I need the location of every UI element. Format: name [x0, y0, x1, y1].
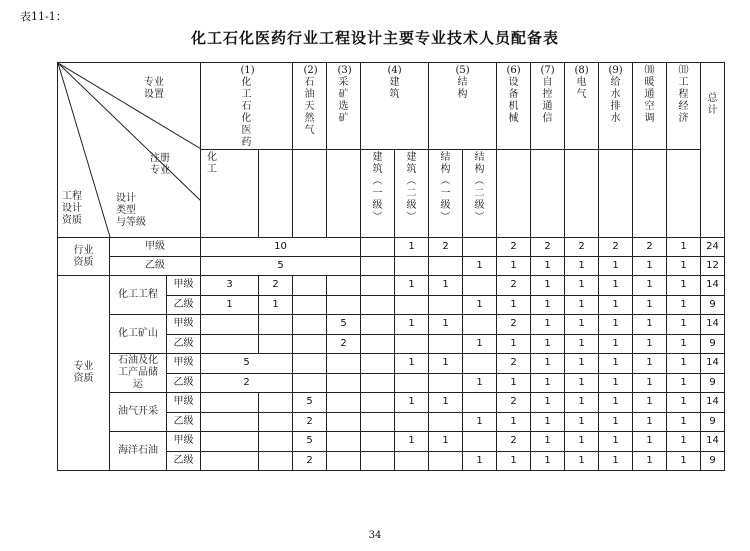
design-type-label: 石油及化 工产品储 运 — [110, 354, 167, 393]
table-cell: 1 — [429, 354, 463, 374]
table-cell: 1 — [531, 451, 565, 471]
col-header-economics: ⑾ 工 程 经 济 — [667, 63, 701, 150]
table-cell — [361, 238, 395, 257]
table-cell: 5 — [327, 315, 361, 335]
table-cell: 1 — [565, 412, 599, 432]
table-cell — [201, 451, 259, 471]
table-cell — [293, 334, 327, 354]
page-number: 34 — [368, 530, 382, 541]
table-cell — [327, 295, 361, 315]
reg-str-2: 结 构 ︵ 二 级 ︶ — [463, 150, 497, 238]
grade-label: 甲级 — [167, 354, 201, 374]
table-cell: 2 — [259, 276, 293, 296]
reg-arch-1: 建 筑 ︵ 一 级 ︶ — [361, 150, 395, 238]
corner-label-design-type: 设计 类型 与等级 — [116, 193, 146, 228]
col-header-water: (9) 给 水 排 水 — [599, 63, 633, 150]
table-cell — [327, 393, 361, 413]
table-cell — [361, 276, 395, 296]
table-cell: 1 — [633, 412, 667, 432]
corner-label-qualification: 工程 设计 资质 — [62, 191, 82, 226]
table-cell: 1 — [599, 276, 633, 296]
table-cell — [293, 295, 327, 315]
table-cell — [361, 295, 395, 315]
table-cell: 1 — [463, 451, 497, 471]
table-cell: 5 — [201, 354, 293, 374]
table-cell: 1 — [633, 451, 667, 471]
table-cell — [259, 315, 293, 335]
reg-blank — [531, 150, 565, 238]
table-cell — [463, 238, 497, 257]
table-cell — [361, 451, 395, 471]
corner-label-registered: 注册 专业 — [150, 153, 170, 176]
table-cell: 1 — [201, 295, 259, 315]
grade-label: 乙级 — [167, 334, 201, 354]
table-cell: 2 — [201, 373, 293, 393]
table-cell: 1 — [633, 276, 667, 296]
table-cell: 1 — [599, 257, 633, 276]
table-cell: 2 — [293, 451, 327, 471]
table-cell — [361, 412, 395, 432]
grade-label: 甲级 — [167, 276, 201, 296]
table-cell — [395, 257, 429, 276]
grade-label: 乙级 — [167, 412, 201, 432]
table-cell: 12 — [701, 257, 725, 276]
table-cell — [293, 373, 327, 393]
table-row — [58, 354, 725, 374]
reg-blank — [293, 150, 327, 238]
table-cell: 9 — [701, 373, 725, 393]
table-cell: 2 — [531, 238, 565, 257]
reg-blank — [565, 150, 599, 238]
table-cell — [327, 451, 361, 471]
table-cell: 2 — [497, 276, 531, 296]
table-cell — [327, 276, 361, 296]
table-row — [58, 432, 725, 452]
grade-label: 乙级 — [167, 295, 201, 315]
table-cell: 14 — [701, 354, 725, 374]
table-cell: 1 — [599, 393, 633, 413]
reg-str-1: 结 构 ︵ 一 级 ︶ — [429, 150, 463, 238]
table-cell — [201, 432, 259, 452]
table-cell — [259, 412, 293, 432]
reg-blank — [599, 150, 633, 238]
table-cell: 1 — [531, 334, 565, 354]
grade-label: 乙级 — [110, 257, 201, 276]
table-cell: 10 — [201, 238, 361, 257]
table-cell: 1 — [259, 295, 293, 315]
table-cell: 1 — [599, 354, 633, 374]
table-cell — [293, 354, 327, 374]
table-cell: 14 — [701, 315, 725, 335]
table-cell: 5 — [201, 257, 361, 276]
table-cell: 1 — [667, 412, 701, 432]
reg-blank — [633, 150, 667, 238]
table-cell: 1 — [633, 373, 667, 393]
grade-label: 甲级 — [167, 393, 201, 413]
reg-blank — [667, 150, 701, 238]
table-cell: 1 — [599, 432, 633, 452]
table-cell — [327, 373, 361, 393]
table-cell — [463, 315, 497, 335]
table-cell: 1 — [497, 451, 531, 471]
table-caption: 表11-1： — [20, 10, 67, 23]
table-cell: 1 — [565, 393, 599, 413]
col-header-architecture: (4) 建 筑 — [361, 63, 429, 150]
grade-label: 甲级 — [167, 432, 201, 452]
table-cell: 1 — [667, 334, 701, 354]
table-cell: 1 — [429, 276, 463, 296]
table-cell: 1 — [599, 295, 633, 315]
reg-blank — [497, 150, 531, 238]
table-cell: 1 — [531, 315, 565, 335]
table-cell: 1 — [463, 334, 497, 354]
table-cell: 1 — [565, 354, 599, 374]
table-cell: 2 — [497, 238, 531, 257]
table-cell: 1 — [565, 432, 599, 452]
table-cell: 1 — [599, 334, 633, 354]
table-cell: 1 — [599, 412, 633, 432]
table-cell: 1 — [667, 238, 701, 257]
table-cell: 9 — [701, 451, 725, 471]
reg-arch-2: 建 筑 ︵ 二 级 ︶ — [395, 150, 429, 238]
table-cell: 9 — [701, 334, 725, 354]
table-cell — [361, 257, 395, 276]
grade-label: 甲级 — [167, 315, 201, 335]
table-row — [58, 393, 725, 413]
table-cell: 1 — [565, 295, 599, 315]
table-cell — [463, 276, 497, 296]
table-cell — [259, 393, 293, 413]
table-cell — [395, 373, 429, 393]
table-cell: 1 — [395, 432, 429, 452]
table-cell: 14 — [701, 393, 725, 413]
table-cell: 2 — [429, 238, 463, 257]
col-header-mining: (3) 采 矿 选 矿 — [327, 63, 361, 150]
table-cell: 1 — [633, 334, 667, 354]
table-cell: 1 — [667, 295, 701, 315]
table-cell: 1 — [599, 451, 633, 471]
corner-label-specialty: 专业 设置 — [144, 77, 164, 100]
table-cell: 1 — [531, 432, 565, 452]
table-cell: 1 — [633, 257, 667, 276]
table-cell — [327, 354, 361, 374]
table-cell: 1 — [633, 295, 667, 315]
col-header-structure: (5) 结 构 — [429, 63, 497, 150]
table-cell — [201, 334, 259, 354]
table-cell: 1 — [395, 354, 429, 374]
table-row — [58, 257, 725, 276]
table-cell: 5 — [293, 393, 327, 413]
table-cell: 24 — [701, 238, 725, 257]
table-cell: 2 — [293, 412, 327, 432]
table-cell — [259, 451, 293, 471]
table-cell — [327, 412, 361, 432]
table-cell — [201, 315, 259, 335]
table-cell: 1 — [667, 354, 701, 374]
page-title: 化工石化医药行业工程设计主要专业技术人员配备表 — [190, 29, 559, 47]
table-cell — [361, 334, 395, 354]
table-cell: 1 — [395, 393, 429, 413]
table-cell: 1 — [667, 393, 701, 413]
table-cell: 1 — [633, 432, 667, 452]
table-cell: 1 — [395, 315, 429, 335]
table-cell: 1 — [667, 315, 701, 335]
table-cell: 9 — [701, 295, 725, 315]
table-cell: 1 — [497, 334, 531, 354]
table-cell — [259, 432, 293, 452]
table-cell: 1 — [531, 373, 565, 393]
table-cell: 1 — [565, 276, 599, 296]
table-cell: 1 — [667, 276, 701, 296]
table-cell — [361, 315, 395, 335]
design-type-label: 油气开采 — [110, 393, 167, 432]
col-header-total: 总 计 — [701, 63, 725, 238]
table-cell: 9 — [701, 412, 725, 432]
table-cell — [293, 315, 327, 335]
table-cell — [429, 334, 463, 354]
table-cell: 2 — [497, 354, 531, 374]
table-cell — [429, 451, 463, 471]
table-cell: 1 — [599, 315, 633, 335]
table-cell: 2 — [497, 315, 531, 335]
table-cell: 1 — [531, 295, 565, 315]
table-cell: 1 — [633, 315, 667, 335]
col-header-chem: (1) 化 工 石 化 医 药 — [201, 63, 293, 150]
table-cell — [429, 257, 463, 276]
table-cell: 1 — [395, 238, 429, 257]
design-type-label: 化工工程 — [110, 276, 167, 315]
table-cell: 1 — [463, 373, 497, 393]
grade-label: 甲级 — [110, 238, 201, 257]
col-header-petroleum: (2) 石 油 天 然 气 — [293, 63, 327, 150]
table-cell — [395, 451, 429, 471]
reg-blank — [259, 150, 293, 238]
table-cell — [395, 295, 429, 315]
table-cell — [293, 276, 327, 296]
reg-blank — [327, 150, 361, 238]
table-row — [58, 276, 725, 296]
table-cell: 1 — [531, 257, 565, 276]
table-cell: 1 — [463, 257, 497, 276]
table-cell — [463, 432, 497, 452]
table-cell: 1 — [633, 393, 667, 413]
table-cell: 1 — [531, 276, 565, 296]
table-cell: 2 — [633, 238, 667, 257]
table-cell — [463, 393, 497, 413]
table-cell: 1 — [633, 354, 667, 374]
table-cell: 1 — [667, 432, 701, 452]
table-cell: 1 — [463, 412, 497, 432]
table-cell: 1 — [599, 373, 633, 393]
specialty-qualification-label: 专业 资质 — [58, 276, 110, 471]
table-cell — [429, 412, 463, 432]
table-cell: 14 — [701, 276, 725, 296]
col-header-hvac: ⑽ 暖 通 空 调 — [633, 63, 667, 150]
table-cell — [361, 393, 395, 413]
table-cell: 2 — [599, 238, 633, 257]
table-cell: 1 — [395, 276, 429, 296]
col-header-electric: (8) 电 气 — [565, 63, 599, 150]
table-cell: 1 — [531, 393, 565, 413]
table-cell — [463, 354, 497, 374]
design-type-label: 海洋石油 — [110, 432, 167, 471]
table-cell: 2 — [497, 393, 531, 413]
table-cell: 1 — [531, 412, 565, 432]
table-cell: 1 — [497, 373, 531, 393]
table-cell: 1 — [429, 315, 463, 335]
table-cell — [361, 354, 395, 374]
table-cell: 1 — [565, 315, 599, 335]
corner-header — [58, 63, 201, 238]
table-cell: 1 — [667, 373, 701, 393]
design-type-label: 化工矿山 — [110, 315, 167, 354]
table-cell — [201, 412, 259, 432]
table-cell: 1 — [497, 295, 531, 315]
col-header-control: (7) 自 控 通 信 — [531, 63, 565, 150]
table-cell: 1 — [429, 432, 463, 452]
staffing-table — [57, 62, 725, 471]
table-row — [58, 315, 725, 335]
table-cell: 3 — [201, 276, 259, 296]
table-cell: 1 — [497, 412, 531, 432]
table-cell: 2 — [565, 238, 599, 257]
table-cell: 1 — [565, 451, 599, 471]
grade-label: 乙级 — [167, 451, 201, 471]
table-cell: 1 — [667, 451, 701, 471]
table-cell: 1 — [565, 373, 599, 393]
table-cell — [361, 432, 395, 452]
table-cell — [361, 373, 395, 393]
table-cell — [259, 334, 293, 354]
table-cell: 1 — [565, 257, 599, 276]
table-cell — [395, 334, 429, 354]
table-cell: 1 — [667, 257, 701, 276]
table-cell — [395, 412, 429, 432]
table-cell: 1 — [565, 334, 599, 354]
grade-label: 乙级 — [167, 373, 201, 393]
table-cell: 2 — [497, 432, 531, 452]
table-cell — [429, 373, 463, 393]
table-cell: 5 — [293, 432, 327, 452]
table-cell: 1 — [497, 257, 531, 276]
table-cell: 1 — [531, 354, 565, 374]
table-cell — [429, 295, 463, 315]
table-cell: 1 — [463, 295, 497, 315]
col-header-equipment: (6) 设 备 机 械 — [497, 63, 531, 150]
table-cell: 2 — [327, 334, 361, 354]
table-row — [58, 238, 725, 257]
reg-chem: 化 工 — [201, 150, 259, 238]
table-cell — [201, 393, 259, 413]
table-cell — [327, 432, 361, 452]
industry-qualification-label: 行业 资质 — [58, 238, 110, 276]
table-cell: 1 — [429, 393, 463, 413]
table-cell: 14 — [701, 432, 725, 452]
